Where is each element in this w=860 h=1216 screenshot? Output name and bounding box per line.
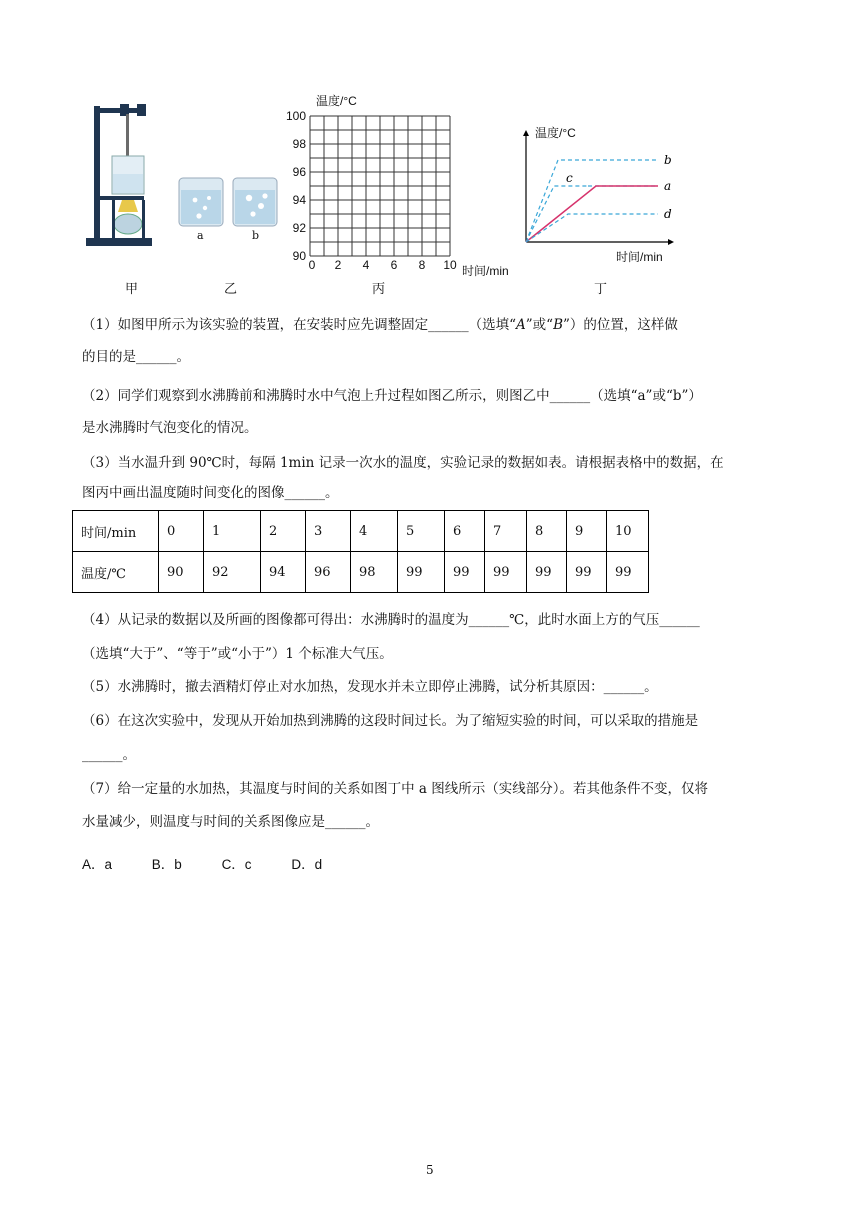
grid-y-tick: 92 [292,221,306,235]
question-3-line-2: 图丙中画出温度随时间变化的图像______。 [82,485,339,501]
question-1-line-1: （1）如图甲所示为该实验的装置，在安装时应先调整固定______（选填“A”或“B”）的位置，这样做 [82,317,678,333]
question-7-line-2: 水量减少，则温度与时间的关系图像应是______。 [82,814,379,830]
table-cell: 96 [306,552,351,593]
beakers-figure [175,172,285,244]
table-row [73,511,649,552]
line-b-label: b [664,153,672,167]
question-4-line-1: （4）从记录的数据以及所画的图像都可得出：水沸腾时的温度为______℃，此时水面上方的气压______ [82,612,700,628]
grid-y-tick: 98 [292,137,306,151]
grid-y-tick: 100 [285,109,306,123]
grid-x-tick: 10 [443,258,457,272]
line-c-label: c [566,171,573,185]
grid-x-tick: 2 [334,258,342,272]
option-a[interactable]: A．a [82,857,113,872]
grid-x-tick: 4 [362,258,370,272]
grid-x-label: 时间/min [462,264,509,278]
page-number: 5 [426,1163,434,1177]
beaker-a-label: a [197,229,204,242]
caption-bing: 丙 [372,282,386,297]
beaker-b-label: b [252,229,260,242]
question-6-line-2: ______。 [82,747,136,763]
line-d-label: d [664,207,672,221]
table-cell: 3 [306,511,351,552]
apparatus-figure [82,100,172,250]
table-cell: 99 [485,552,527,593]
option-c[interactable]: C．c [221,857,252,872]
line-b [526,160,658,242]
table-cell: 92 [204,552,261,593]
question-5-line-1: （5）水沸腾时，撤去酒精灯停止对水加热，发现水并未立即停止沸腾，试分析其原因：______。 [82,679,658,695]
table-cell: 7 [485,511,527,552]
line-a-label: a [664,179,672,193]
answer-options [82,853,358,873]
table-cell: 2 [261,511,306,552]
table-header-time: 时间/min [73,511,159,552]
caption-yi: 乙 [224,282,238,297]
ding-x-label: 时间/min [616,250,663,264]
grid-y-tick: 90 [292,249,306,263]
line-d [526,214,658,242]
grid-x-tick: 8 [418,258,426,272]
question-7-line-1: （7）给一定量的水加热，其温度与时间的关系如图丁中 a 图线所示（实线部分）。若其他条件不变，仅将 [82,781,708,797]
question-3-line-1: （3）当水温升到 90℃时，每隔 1min 记录一次水的温度，实验记录的数据如表。请根据表格中的数据，在 [82,455,724,471]
ding-y-label: 温度/°C [535,126,576,140]
table-cell: 5 [398,511,445,552]
option-b[interactable]: B．b [151,857,182,872]
question-4-line-2: （选填“大于”、“等于”或“小于”）1 个标准大气压。 [82,646,393,662]
table-cell: 99 [398,552,445,593]
caption-jia: 甲 [125,282,139,297]
table-cell: 99 [607,552,649,593]
table-cell: 90 [159,552,204,593]
question-1-line-2: 的目的是______。 [82,349,190,365]
grid-x-tick: 0 [308,258,316,272]
grid-x-tick: 6 [390,258,398,272]
table-cell: 1 [204,511,261,552]
question-2-line-1: （2）同学们观察到水沸腾前和沸腾时水中气泡上升过程如图乙所示，则图乙中______（选填“a”或“b”） [82,388,702,404]
table-cell: 6 [445,511,485,552]
grid-y-label: 温度/°C [316,94,357,108]
option-d[interactable]: D．d [291,857,323,872]
data-table [72,510,649,593]
table-header-temp: 温度/℃ [73,552,159,593]
question-2-line-2: 是水沸腾时气泡变化的情况。 [82,420,258,436]
table-cell: 10 [607,511,649,552]
table-cell: 94 [261,552,306,593]
table-cell: 9 [567,511,607,552]
table-row [73,552,649,593]
grid-y-tick: 94 [292,193,306,207]
table-cell: 4 [351,511,398,552]
table-cell: 8 [527,511,567,552]
grid-y-tick: 96 [292,165,306,179]
caption-ding: 丁 [594,282,608,297]
table-cell: 0 [159,511,204,552]
question-6-line-1: （6）在这次实验中，发现从开始加热到沸腾的这段时间过长。为了缩短实验的时间，可以采取的措施是 [82,713,699,729]
table-cell: 99 [567,552,607,593]
table-cell: 99 [527,552,567,593]
table-cell: 98 [351,552,398,593]
table-cell: 99 [445,552,485,593]
